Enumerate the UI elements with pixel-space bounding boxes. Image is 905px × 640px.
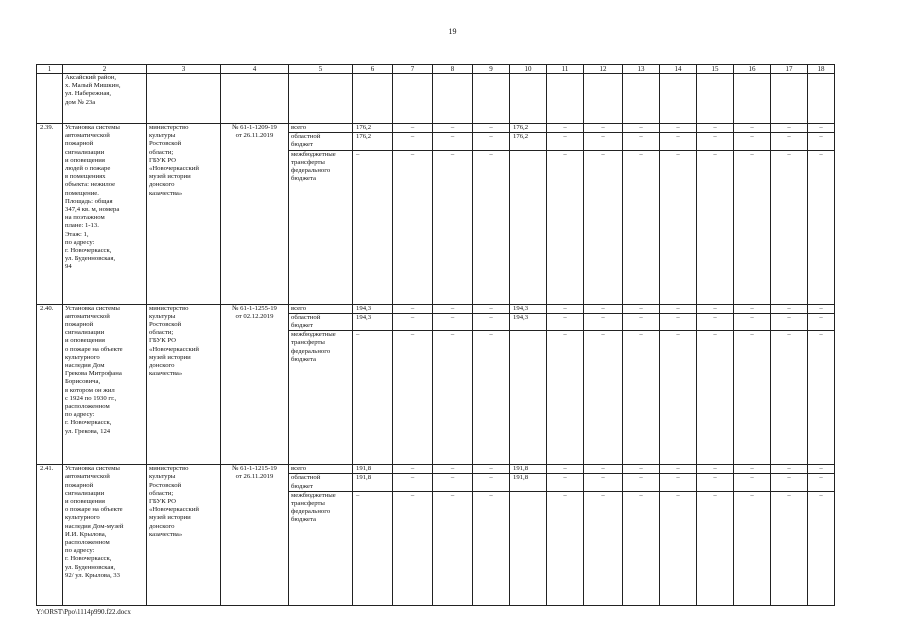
funding-source-line: бюджет <box>291 141 313 149</box>
table-row <box>37 304 835 313</box>
item-number-cell: 2.40. <box>37 304 63 465</box>
item-customer-line: министерство <box>149 465 189 473</box>
value-cell: – <box>697 474 734 491</box>
value-cell: – <box>433 304 473 313</box>
value-cell: – <box>771 331 808 465</box>
header-cell: 12 <box>584 65 623 74</box>
item-customer-line: ГБУК РО <box>149 156 176 164</box>
item-name-line: пожарной <box>65 481 94 489</box>
item-document-line: от 02.12.2019 <box>235 312 274 320</box>
name-line: х. Малый Мишкин, <box>65 82 121 90</box>
funding-source-cell <box>289 304 353 313</box>
value-cell: – <box>584 304 623 313</box>
funding-source-line: всего <box>291 304 307 312</box>
item-name-cell <box>63 124 147 305</box>
funding-source-cell <box>289 133 353 150</box>
item-customer-line: Ростовской <box>149 140 182 148</box>
item-name-line: плане: 1-13. <box>65 222 99 230</box>
item-name-line: с 1924 по 1930 гг., <box>65 394 117 402</box>
value-cell: – <box>433 124 473 133</box>
value-cell: 176,2 <box>510 133 547 150</box>
value-cell: – <box>393 313 433 330</box>
value-cell: 194,3 <box>510 304 547 313</box>
value-cell: – <box>734 124 771 133</box>
item-name-line: автоматической <box>65 473 110 481</box>
item-name-line: сигнализации <box>65 489 105 497</box>
value-cell: – <box>623 465 660 474</box>
value-cell: – <box>393 331 433 465</box>
item-document-cell <box>221 304 289 465</box>
value-cell: – <box>660 304 697 313</box>
item-name-line: ул. Буденновская, <box>65 255 116 263</box>
funding-source-line: бюджет <box>291 322 313 330</box>
item-name-line: пожарной <box>65 321 94 329</box>
item-customer-line: музей истории <box>149 173 191 181</box>
header-cell: 11 <box>547 65 584 74</box>
item-name-cell <box>63 465 147 606</box>
value-cell: – <box>808 465 835 474</box>
item-number-cell: 2.41. <box>37 465 63 606</box>
value-cell: – <box>808 124 835 133</box>
item-customer-cell <box>147 304 221 465</box>
value-cell: – <box>771 133 808 150</box>
item-name-line: и оповещения <box>65 498 105 506</box>
value-cell: – <box>353 150 393 304</box>
value-cell: – <box>808 474 835 491</box>
funding-source-line: бюджета <box>291 355 316 363</box>
value-cell: – <box>473 491 510 605</box>
value-cell: – <box>623 331 660 465</box>
item-customer-line: донского <box>149 362 175 370</box>
item-document-cell <box>221 465 289 606</box>
value-cell: 176,2 <box>353 133 393 150</box>
value-cell: – <box>473 331 510 465</box>
item-name-line: наследия Дом <box>65 362 105 370</box>
item-name-line: Этаж: 1, <box>65 230 89 238</box>
item-name-line: Установка системы <box>65 304 120 312</box>
value-cell: – <box>584 491 623 605</box>
funding-source-line: бюджета <box>291 516 316 524</box>
item-name-line: в котором он жил <box>65 386 115 394</box>
header-cell: 10 <box>510 65 547 74</box>
item-customer-line: культуры <box>149 312 176 320</box>
header-cell: 1 <box>37 65 63 74</box>
funding-table <box>36 64 835 606</box>
funding-source-cell <box>289 331 353 465</box>
value-cell: – <box>547 124 584 133</box>
value-cell: – <box>697 313 734 330</box>
value-cell: – <box>623 133 660 150</box>
value-cell: – <box>623 313 660 330</box>
funding-source-line: всего <box>291 465 307 473</box>
value-cell <box>510 150 547 304</box>
value-cell: 191,8 <box>510 474 547 491</box>
value-cell: – <box>473 313 510 330</box>
value-cell: – <box>734 313 771 330</box>
value-cell: – <box>547 474 584 491</box>
value-cell: – <box>584 474 623 491</box>
item-name-line: 92/ ул. Крылова, 33 <box>65 571 120 579</box>
item-name-line: в помещениях <box>65 173 106 181</box>
value-cell <box>510 331 547 465</box>
item-name-line: по адресу: <box>65 238 95 246</box>
value-cell: – <box>584 465 623 474</box>
value-cell: – <box>623 474 660 491</box>
value-cell: – <box>393 465 433 474</box>
item-document-line: № 61-1-1255-19 <box>232 304 277 312</box>
value-cell: – <box>660 331 697 465</box>
item-customer-line: казачества» <box>149 370 183 378</box>
value-cell: – <box>808 491 835 605</box>
funding-source-line: межбюджетные <box>291 150 336 158</box>
value-cell: 191,8 <box>510 465 547 474</box>
value-cell: – <box>393 304 433 313</box>
value-cell: – <box>433 150 473 304</box>
item-customer-line: «Новочеркасский <box>149 165 199 173</box>
header-cell: 14 <box>660 65 697 74</box>
header-cell: 17 <box>771 65 808 74</box>
value-cell: – <box>734 491 771 605</box>
value-cell: – <box>584 331 623 465</box>
header-row <box>37 65 835 74</box>
value-cell: – <box>547 304 584 313</box>
value-cell: – <box>734 465 771 474</box>
value-cell: – <box>623 124 660 133</box>
value-cell: – <box>473 133 510 150</box>
item-customer-line: «Новочеркасский <box>149 506 199 514</box>
item-name-line: Установка системы <box>65 465 120 473</box>
item-customer-line: казачества» <box>149 189 183 197</box>
funding-source-line: областной <box>291 313 321 321</box>
value-cell: – <box>660 133 697 150</box>
funding-source-cell <box>289 465 353 474</box>
value-cell: – <box>353 331 393 465</box>
value-cell: – <box>660 474 697 491</box>
value-cell: – <box>547 491 584 605</box>
page-number: 19 <box>448 27 457 36</box>
name-line: дом № 23а <box>65 98 96 106</box>
value-cell: – <box>697 133 734 150</box>
item-customer-cell <box>147 124 221 305</box>
item-name-line: по адресу: <box>65 411 95 419</box>
value-cell: – <box>771 124 808 133</box>
value-cell: – <box>433 465 473 474</box>
value-cell: – <box>697 465 734 474</box>
funding-source-line: областной <box>291 474 321 482</box>
item-name-line: расположенном <box>65 403 110 411</box>
value-cell: – <box>473 465 510 474</box>
item-customer-line: музей истории <box>149 514 191 522</box>
item-customer-cell <box>147 465 221 606</box>
value-cell: – <box>433 474 473 491</box>
item-name-line: ул. Грекова, 124 <box>65 427 111 435</box>
continuation-name-cell <box>63 74 147 124</box>
value-cell: – <box>734 331 771 465</box>
item-document-line: от 26.11.2019 <box>235 132 274 140</box>
value-cell: – <box>353 491 393 605</box>
header-cell: 8 <box>433 65 473 74</box>
funding-source-line: межбюджетные <box>291 491 336 499</box>
funding-source-line: федерального <box>291 167 331 175</box>
value-cell: 194,3 <box>353 313 393 330</box>
value-cell: – <box>623 491 660 605</box>
value-cell: – <box>547 133 584 150</box>
value-cell: – <box>393 133 433 150</box>
value-cell: – <box>623 304 660 313</box>
header-cell: 2 <box>63 65 147 74</box>
value-cell: – <box>433 133 473 150</box>
value-cell: – <box>771 474 808 491</box>
funding-source-line: трансферты <box>291 158 325 166</box>
item-name-line: Грекова Митрофана <box>65 370 122 378</box>
item-name-line: Борисовича, <box>65 378 101 386</box>
value-cell: – <box>473 124 510 133</box>
item-document-line: № 61-1-1215-19 <box>232 465 277 473</box>
funding-source-cell <box>289 474 353 491</box>
value-cell: – <box>433 331 473 465</box>
value-cell: – <box>771 313 808 330</box>
item-customer-line: ГБУК РО <box>149 498 176 506</box>
item-document-cell <box>221 124 289 305</box>
value-cell: – <box>473 474 510 491</box>
item-name-line: сигнализации <box>65 148 105 156</box>
funding-source-line: федерального <box>291 508 331 516</box>
value-cell: – <box>660 124 697 133</box>
item-name-line: о пожаре на объекте <box>65 506 123 514</box>
value-cell: – <box>771 465 808 474</box>
value-cell: – <box>808 150 835 304</box>
value-cell: 194,3 <box>353 304 393 313</box>
value-cell: – <box>393 150 433 304</box>
item-name-line: Установка системы <box>65 124 120 131</box>
item-customer-line: ГБУК РО <box>149 337 176 345</box>
header-cell: 4 <box>221 65 289 74</box>
value-cell: – <box>393 474 433 491</box>
item-name-line: И.И. Крылова, <box>65 530 107 538</box>
item-name-line: автоматической <box>65 132 110 140</box>
item-name-line: сигнализации <box>65 329 105 337</box>
value-cell: – <box>697 491 734 605</box>
value-cell: – <box>697 331 734 465</box>
value-cell: 194,3 <box>510 313 547 330</box>
item-name-line: о пожаре на объекте <box>65 345 123 353</box>
header-cell: 7 <box>393 65 433 74</box>
value-cell: – <box>808 133 835 150</box>
value-cell: – <box>584 313 623 330</box>
item-name-line: и оповещения <box>65 156 105 164</box>
item-number-cell: 2.39. <box>37 124 63 305</box>
value-cell: – <box>660 465 697 474</box>
funding-source-line: бюджет <box>291 482 313 490</box>
funding-source-cell <box>289 150 353 304</box>
item-name-cell <box>63 304 147 465</box>
item-name-line: наследия Дом-музей <box>65 522 124 530</box>
funding-source-line: межбюджетные <box>291 331 336 339</box>
item-name-line: объекта: нежилое <box>65 181 116 189</box>
item-name-line: 347,4 кв. м, номера <box>65 206 120 214</box>
value-cell: – <box>433 491 473 605</box>
value-cell: – <box>697 304 734 313</box>
value-cell: – <box>660 313 697 330</box>
item-name-line: расположенном <box>65 539 110 547</box>
item-customer-line: казачества» <box>149 530 183 538</box>
table-row <box>37 465 835 474</box>
value-cell: – <box>547 331 584 465</box>
item-customer-line: министерство <box>149 304 189 312</box>
header-cell: 5 <box>289 65 353 74</box>
item-customer-line: культуры <box>149 132 176 140</box>
item-name-line: г. Новочеркасск, <box>65 419 112 427</box>
header-cell: 15 <box>697 65 734 74</box>
value-cell: – <box>660 491 697 605</box>
item-name-line: людей о пожаре <box>65 165 111 173</box>
item-name-line: культурного <box>65 514 100 522</box>
value-cell: – <box>808 331 835 465</box>
value-cell: 176,2 <box>510 124 547 133</box>
item-name-line: г. Новочеркасск, <box>65 555 112 563</box>
header-cell: 3 <box>147 65 221 74</box>
table-row <box>37 124 835 133</box>
value-cell: – <box>473 150 510 304</box>
value-cell: – <box>584 150 623 304</box>
funding-source-cell <box>289 313 353 330</box>
item-document-line: № 61-1-1209-19 <box>232 124 277 131</box>
funding-source-line: федерального <box>291 347 331 355</box>
name-line: Аксайский район, <box>65 74 117 81</box>
item-customer-line: донского <box>149 522 175 530</box>
value-cell: – <box>734 150 771 304</box>
item-name-line: и оповещения <box>65 337 105 345</box>
value-cell: – <box>660 150 697 304</box>
funding-source-line: бюджета <box>291 175 316 183</box>
funding-source-cell <box>289 491 353 605</box>
footer-file-path: Y:\ORST\Ppo\1114p990.f22.docx <box>36 608 131 616</box>
item-customer-line: Ростовской <box>149 481 182 489</box>
name-line: ул. Набережная, <box>65 90 112 98</box>
funding-source-line: областной <box>291 133 321 141</box>
value-cell: – <box>584 124 623 133</box>
header-cell: 18 <box>808 65 835 74</box>
item-customer-line: области; <box>149 148 174 156</box>
value-cell: 191,8 <box>353 474 393 491</box>
continuation-row <box>37 74 835 124</box>
item-customer-line: донского <box>149 181 175 189</box>
funding-source-cell <box>289 124 353 133</box>
item-customer-line: Ростовской <box>149 321 182 329</box>
header-cell: 9 <box>473 65 510 74</box>
value-cell: 191,8 <box>353 465 393 474</box>
value-cell: – <box>547 150 584 304</box>
value-cell: – <box>623 150 660 304</box>
value-cell: – <box>393 491 433 605</box>
value-cell: – <box>771 304 808 313</box>
header-cell: 13 <box>623 65 660 74</box>
value-cell: – <box>734 474 771 491</box>
item-name-line: культурного <box>65 353 100 361</box>
item-name-line: 94 <box>65 263 72 271</box>
item-customer-line: культуры <box>149 473 176 481</box>
value-cell: – <box>734 304 771 313</box>
header-cell: 6 <box>353 65 393 74</box>
item-name-line: по адресу: <box>65 547 95 555</box>
funding-source-line: всего <box>291 124 307 131</box>
item-customer-line: музей истории <box>149 353 191 361</box>
header-cell: 16 <box>734 65 771 74</box>
item-name-line: пожарной <box>65 140 94 148</box>
item-name-line: помещение. <box>65 189 99 197</box>
funding-source-line: трансферты <box>291 500 325 508</box>
value-cell: – <box>584 133 623 150</box>
value-cell: – <box>473 304 510 313</box>
item-name-line: г. Новочеркасск, <box>65 247 112 255</box>
value-cell: – <box>697 124 734 133</box>
item-customer-line: «Новочеркасский <box>149 345 199 353</box>
item-customer-line: министерство <box>149 124 189 131</box>
value-cell: – <box>734 133 771 150</box>
value-cell: – <box>393 124 433 133</box>
value-cell: – <box>697 150 734 304</box>
value-cell: – <box>433 313 473 330</box>
item-name-line: ул. Буденновская, <box>65 563 116 571</box>
value-cell: – <box>808 313 835 330</box>
item-customer-line: области; <box>149 489 174 497</box>
item-document-line: от 26.11.2019 <box>235 473 274 481</box>
value-cell: – <box>547 313 584 330</box>
value-cell <box>510 491 547 605</box>
item-name-line: Площадь: общая <box>65 197 113 205</box>
item-name-line: автоматической <box>65 312 110 320</box>
value-cell: – <box>771 491 808 605</box>
item-name-line: на поэтажном <box>65 214 105 222</box>
value-cell: 176,2 <box>353 124 393 133</box>
value-cell: – <box>771 150 808 304</box>
value-cell: – <box>547 465 584 474</box>
value-cell: – <box>808 304 835 313</box>
funding-source-line: трансферты <box>291 339 325 347</box>
item-customer-line: области; <box>149 329 174 337</box>
